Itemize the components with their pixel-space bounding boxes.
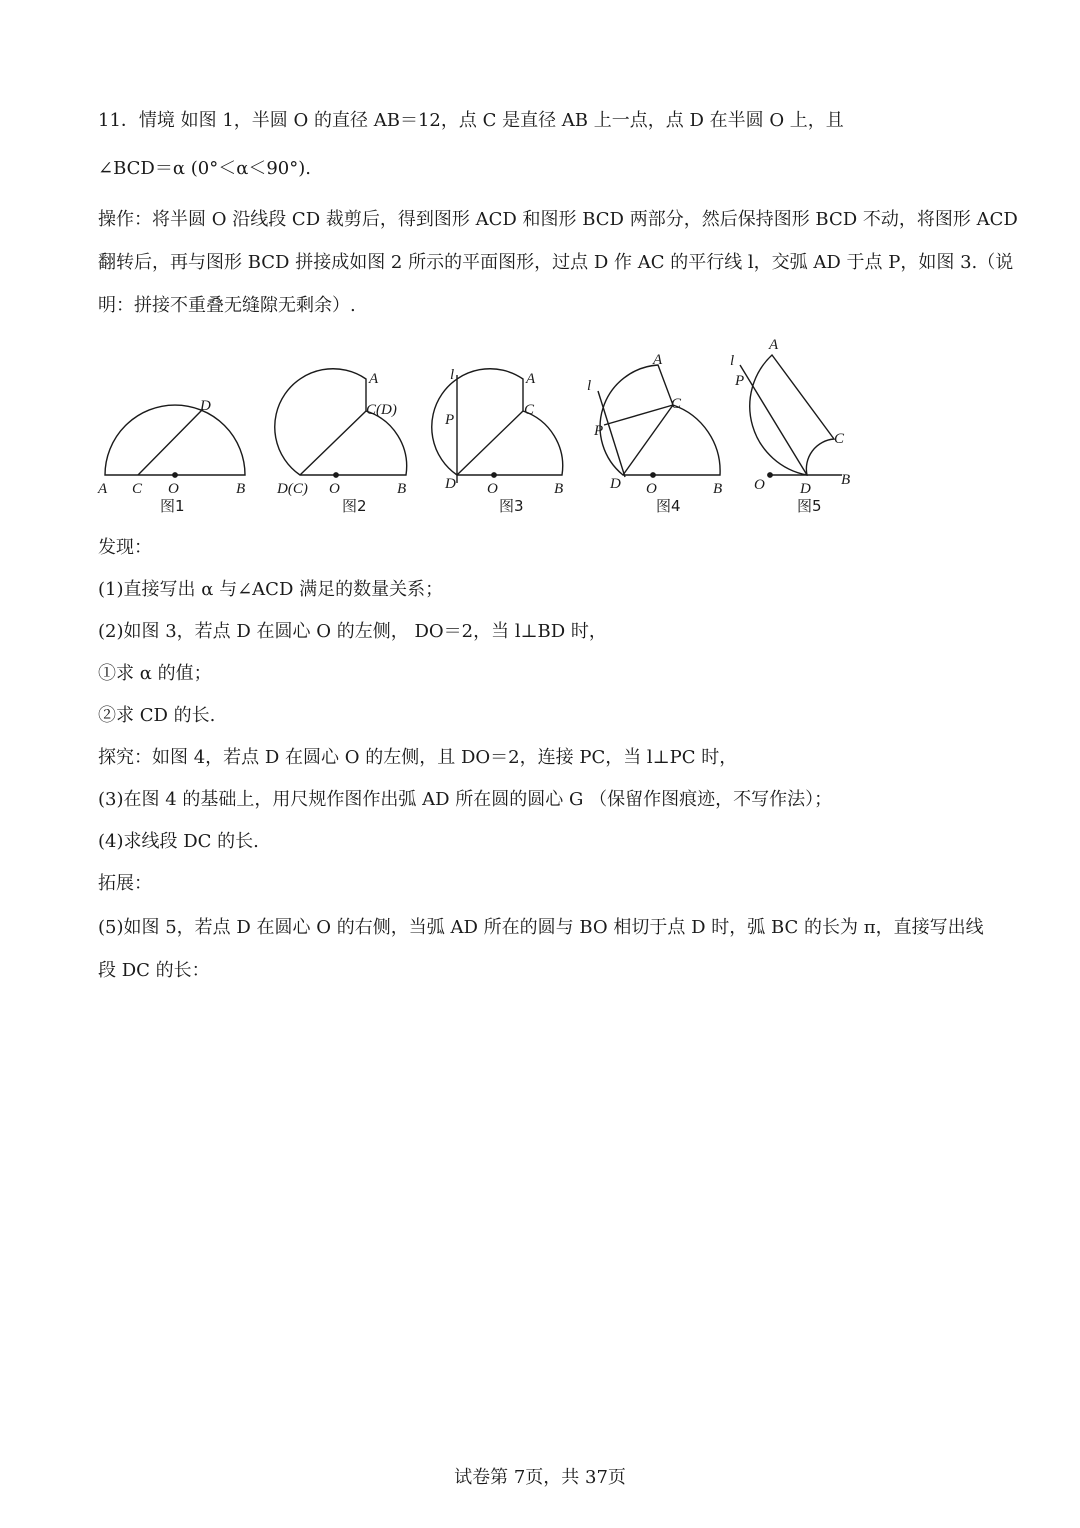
fig4-label-p: P (594, 423, 604, 439)
fig3-label-a: A (526, 371, 536, 387)
fig5-label-c: C (834, 431, 845, 447)
extend-heading: 拓展： (98, 873, 152, 894)
explore-line: 探究：如图 4，若点 D 在圆心 O 的左侧，且 DO＝2，连接 PC，当 l⊥PC 时， (98, 747, 738, 768)
fig4-caption: 图4 (656, 497, 681, 515)
figure-4-drawing (598, 365, 720, 477)
fig1-label-o: O (168, 481, 179, 497)
fig3-label-o: O (487, 481, 498, 497)
fig5-label-d: D (800, 481, 811, 497)
fig3-label-d: D (445, 476, 456, 492)
fig5-label-l: l (730, 353, 735, 369)
fig1-label-b: B (236, 481, 246, 497)
figure-1-drawing (105, 405, 245, 477)
geometry-figures (90, 335, 870, 525)
fig3-label-p: P (445, 412, 455, 428)
fig5-label-p: P (735, 373, 745, 389)
operation-line-2: 翻转后，再与图形 BCD 拼接成如图 2 所示的平面图形，过点 D 作 AC 的平行线 l，交弧 AD 于点 P，如图 3.（说 (98, 252, 1014, 273)
fig4-label-d: D (610, 476, 621, 492)
fig1-label-d: D (200, 398, 211, 414)
question-5-line-1: (5)如图 5，若点 D 在圆心 O 的右侧，当弧 AD 所在的圆与 BO 相切于点 D 时，弧 BC 的长为 π，直接写出线 (98, 917, 984, 938)
question-2: (2)如图 3，若点 D 在圆心 O 的左侧， DO＝2，当 l⊥BD 时， (98, 621, 607, 642)
discover-heading: 发现： (98, 537, 152, 558)
figure-row (90, 335, 870, 525)
fig5-label-b: B (841, 472, 851, 488)
fig4-label-a: A (653, 352, 663, 368)
fig4-label-b: B (713, 481, 723, 497)
question-4: (4)求线段 DC 的长. (98, 831, 259, 852)
fig2-label-dc: D(C) (277, 481, 308, 497)
fig1-label-c: C (132, 481, 143, 497)
fig5-caption: 图5 (797, 497, 822, 515)
question-3: (3)在图 4 的基础上，用尺规作图作出弧 AD 所在圆的圆心 G （保留作图痕迹，不写作法）； (98, 789, 833, 810)
fig4-label-o: O (646, 481, 657, 497)
figure-5-drawing (740, 355, 842, 477)
fig5-label-o: O (754, 477, 765, 493)
operation-line-3: 明：拼接不重叠无缝隙无剩余）. (98, 295, 356, 316)
fig3-label-b: B (554, 481, 564, 497)
fig2-label-cd: C(D) (366, 402, 397, 418)
fig2-label-o: O (329, 481, 340, 497)
fig1-label-a: A (98, 481, 108, 497)
fig3-caption: 图3 (499, 497, 524, 515)
question-5-line-2: 段 DC 的长： (98, 960, 210, 981)
figure-2-drawing (275, 369, 407, 477)
operation-line-1: 操作：将半圆 O 沿线段 CD 裁剪后，得到图形 ACD 和图形 BCD 两部分，然后保持图形 BCD 不动，将图形 ACD (98, 209, 1018, 230)
fig5-label-a: A (769, 337, 779, 353)
question-2-part-2: ②求 CD 的长. (98, 705, 216, 726)
fig3-label-c: C (524, 402, 535, 418)
fig4-label-l: l (587, 378, 592, 394)
fig2-label-a: A (369, 371, 379, 387)
fig4-label-c: C (671, 396, 682, 412)
problem-intro-line-2: ∠BCD＝α (0°＜α＜90°). (98, 158, 312, 179)
page-footer: 试卷第 7页，共 37页 (454, 1467, 626, 1488)
fig3-label-l: l (450, 367, 455, 383)
question-1: (1)直接写出 α 与∠ACD 满足的数量关系； (98, 579, 444, 600)
fig2-caption: 图2 (342, 497, 367, 515)
problem-intro-line-1: 11．情境 如图 1，半圆 O 的直径 AB＝12，点 C 是直径 AB 上一点，点 D 在半圆 O 上，且 (98, 110, 844, 131)
question-2-part-1: ①求 α 的值； (98, 663, 212, 684)
fig2-label-b: B (397, 481, 407, 497)
fig1-caption: 图1 (160, 497, 185, 515)
